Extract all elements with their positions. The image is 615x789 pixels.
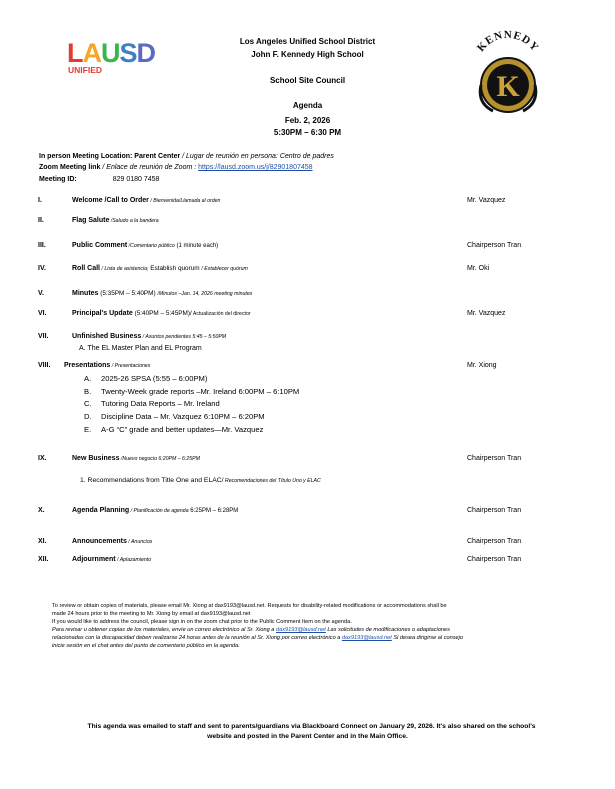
item-title: Welcome /Call to Order [72, 197, 149, 204]
item-number: X. [38, 507, 45, 514]
item-number: III. [38, 242, 46, 249]
district-name: Los Angeles Unified School District [239, 37, 376, 46]
subitem-es: Recomendaciones del Título Uno y ELAC [223, 478, 321, 484]
item-number: II. [38, 217, 44, 224]
presentation-item [84, 373, 299, 386]
item-presenter: Mr. Oki [467, 265, 490, 272]
presentations-list [84, 373, 299, 437]
crest-text: KENNEDY [474, 28, 542, 55]
item-title: Public Comment [72, 242, 128, 249]
presentation-item [84, 398, 299, 411]
item-title: Adjournment [72, 556, 116, 563]
item-number: IX. [38, 455, 47, 462]
unfinished-subitem: A. The EL Master Plan and EL Program [79, 345, 202, 352]
meeting-id-label: Meeting ID: [39, 176, 77, 183]
item-extra: (5:35PM – 5:40PM) [98, 290, 158, 297]
logo-unified: UNIFIED [68, 65, 102, 75]
presentation-text: Tutoring Data Reports – Mr. Ireland [101, 399, 220, 409]
item-presenter: Chairperson Tran [467, 556, 522, 563]
item-title: Unfinished Business [72, 333, 142, 340]
item-es: / Planificación de agenda [129, 508, 189, 514]
meeting-id-row [39, 176, 159, 183]
item-number: VII. [38, 333, 49, 340]
item-es: / Bienvenida/Llamada al orden [148, 198, 221, 204]
document-title: Agenda [292, 101, 323, 110]
item-title: Agenda Planning [72, 507, 130, 514]
crest-letter: K [496, 70, 520, 103]
item-title: Minutes [72, 290, 99, 297]
item-presenter: Mr. Vazquez [467, 197, 506, 204]
logo-letter: A [82, 38, 101, 68]
item-title: Presentations [64, 362, 111, 369]
footer-note-line: inicie sesión en el chat antes del punto de comentario público en la agenda. [52, 643, 240, 649]
school-name: John F. Kennedy High School [251, 50, 364, 59]
footer-text: Para revisar u obtener copias de los materiales, envíe un correo electrónico al Sr. Xiong a [52, 627, 276, 633]
item-es: /Minutos –Jan. 14, 2026 meeting minutes [157, 291, 253, 297]
logo-letter: S [119, 38, 137, 68]
item-title: Announcements [72, 538, 127, 545]
item-extra: (1 minute each) [174, 243, 219, 249]
zoom-label: Zoom Meeting link [39, 164, 101, 171]
footer-note-line [52, 627, 450, 634]
footer-text: relacionadas con la discapacidad deben realizarse 24 horas antes de la reunión al Sr. Xiong por correo electrónico a [52, 635, 342, 641]
footer-note-line: To review or obtain copies of materials, please email Mr. Xiong at dax9193@lausd.net. Requests for disability-related modifications or accommodations shall be [52, 603, 447, 609]
item-number: XII. [38, 556, 49, 563]
item-es: /Saludo a la bandera [109, 218, 159, 224]
presentation-text: A-G “C” grade and better updates—Mr. Vazquez [101, 424, 264, 434]
presentation-letter: D. [84, 412, 92, 422]
item-presenter: Mr. Vazquez [467, 310, 506, 317]
location-es: / Lugar de reunión en persona: Centro de padres [180, 153, 334, 160]
item-presenter: Chairperson Tran [467, 538, 522, 545]
presentation-text: 2025-26 SPSA (5:55 – 6:00PM) [101, 374, 208, 383]
item-number: I. [38, 197, 42, 204]
presentation-text: Twenty-Week grade reports –Mr. Ireland 6:00PM – 6:10PM [101, 386, 300, 396]
presentation-text: Discipline Data – Mr. Vazquez 6:10PM – 6:20PM [101, 412, 265, 422]
item-extra: (5:40PM – 5:45PM)/ [132, 310, 192, 317]
logo-letter: U [101, 38, 120, 68]
item-es: / Aplazamiento [115, 557, 152, 563]
item-es: /Comentario público [127, 243, 175, 249]
item-number: XI. [38, 538, 47, 545]
item-number: VI. [38, 310, 47, 317]
footer-text: Si desea dirigirse al consejo [391, 635, 463, 641]
presentation-letter: E. [84, 424, 92, 434]
presentation-letter: C. [84, 399, 92, 409]
distribution-note: This agenda was emailed to staff and sent to parents/guardians via Blackboard Connect on January 29, 2026. It's also shared on the school's [87, 723, 536, 730]
logo-letter: D [136, 38, 156, 68]
item-presenter: Chairperson Tran [467, 507, 522, 514]
item-presenter: Chairperson Tran [467, 455, 522, 462]
distribution-note: website and posted in the Parent Center and in the Main Office. [207, 733, 408, 740]
item-title: Roll Call [72, 265, 101, 272]
footer-note-line [52, 635, 615, 642]
item-presenter: Chairperson Tran [467, 242, 522, 249]
subitem-text: 1. Recommendations from Title One and ELAC/ [80, 477, 224, 484]
presentation-letter: B. [84, 386, 92, 396]
logo-letter: L [67, 38, 83, 68]
email-link[interactable]: dax9193@lausd.net [341, 635, 392, 641]
item-es: Actualización del director [191, 311, 251, 317]
item-es: /Nuevo negocio 6:20PM – 6:25PM [119, 456, 200, 462]
new-business-subitem [80, 477, 321, 484]
item-es: / Establecer quórum [201, 266, 248, 272]
zoom-link-row [39, 164, 313, 171]
item-number: VIII. [38, 362, 51, 369]
meeting-date: Feb. 2, 2026 [284, 116, 331, 125]
presentation-item [84, 386, 299, 399]
item-title: Flag Salute [72, 217, 110, 224]
item-title: New Business [72, 455, 120, 462]
email-link[interactable]: dax9193@lausd.net [275, 627, 326, 633]
item-number: IV. [38, 265, 46, 272]
item-number: V. [38, 290, 44, 297]
presentation-item [84, 424, 299, 437]
item-es: / Lista de asistencia; [100, 266, 149, 272]
footer-note-line: If you would like to address the council, please sign in on the zoom chat prior to the Public Comment Item on the agenda. [52, 619, 352, 625]
meeting-time: 5:30PM – 6:30 PM [273, 128, 342, 137]
item-es: / Asuntos pendientes 5:45 – 5:50PM [141, 334, 227, 340]
zoom-url-link[interactable]: https://lausd.zoom.us/j/82901807458 [198, 164, 313, 171]
item-extra: 6:25PM – 6:28PM [188, 508, 239, 514]
meeting-location [39, 153, 334, 160]
meeting-id-value: 829 0180 7458 [112, 176, 160, 183]
item-presenter: Mr. Xiong [467, 362, 497, 369]
presentation-letter: A. [84, 374, 92, 383]
location-label: In person Meeting Location: Parent Center [39, 153, 181, 160]
presentation-item [84, 411, 299, 424]
zoom-es: / Enlace de reunión de Zoom : [100, 164, 199, 171]
item-extra: Establish quorum [148, 265, 202, 272]
footer-note-line: made 24 hours prior to the meeting to Mr. Xiong by email at dax9193@lausd.net [52, 611, 251, 617]
item-title: Principal's Update [72, 310, 133, 317]
item-es: / Presentaciones [110, 363, 151, 369]
council-name: School Site Council [269, 76, 346, 85]
footer-text: Las solicitudes de modificaciones o adaptaciones [325, 627, 450, 633]
item-es: / Anuncios [126, 539, 153, 545]
